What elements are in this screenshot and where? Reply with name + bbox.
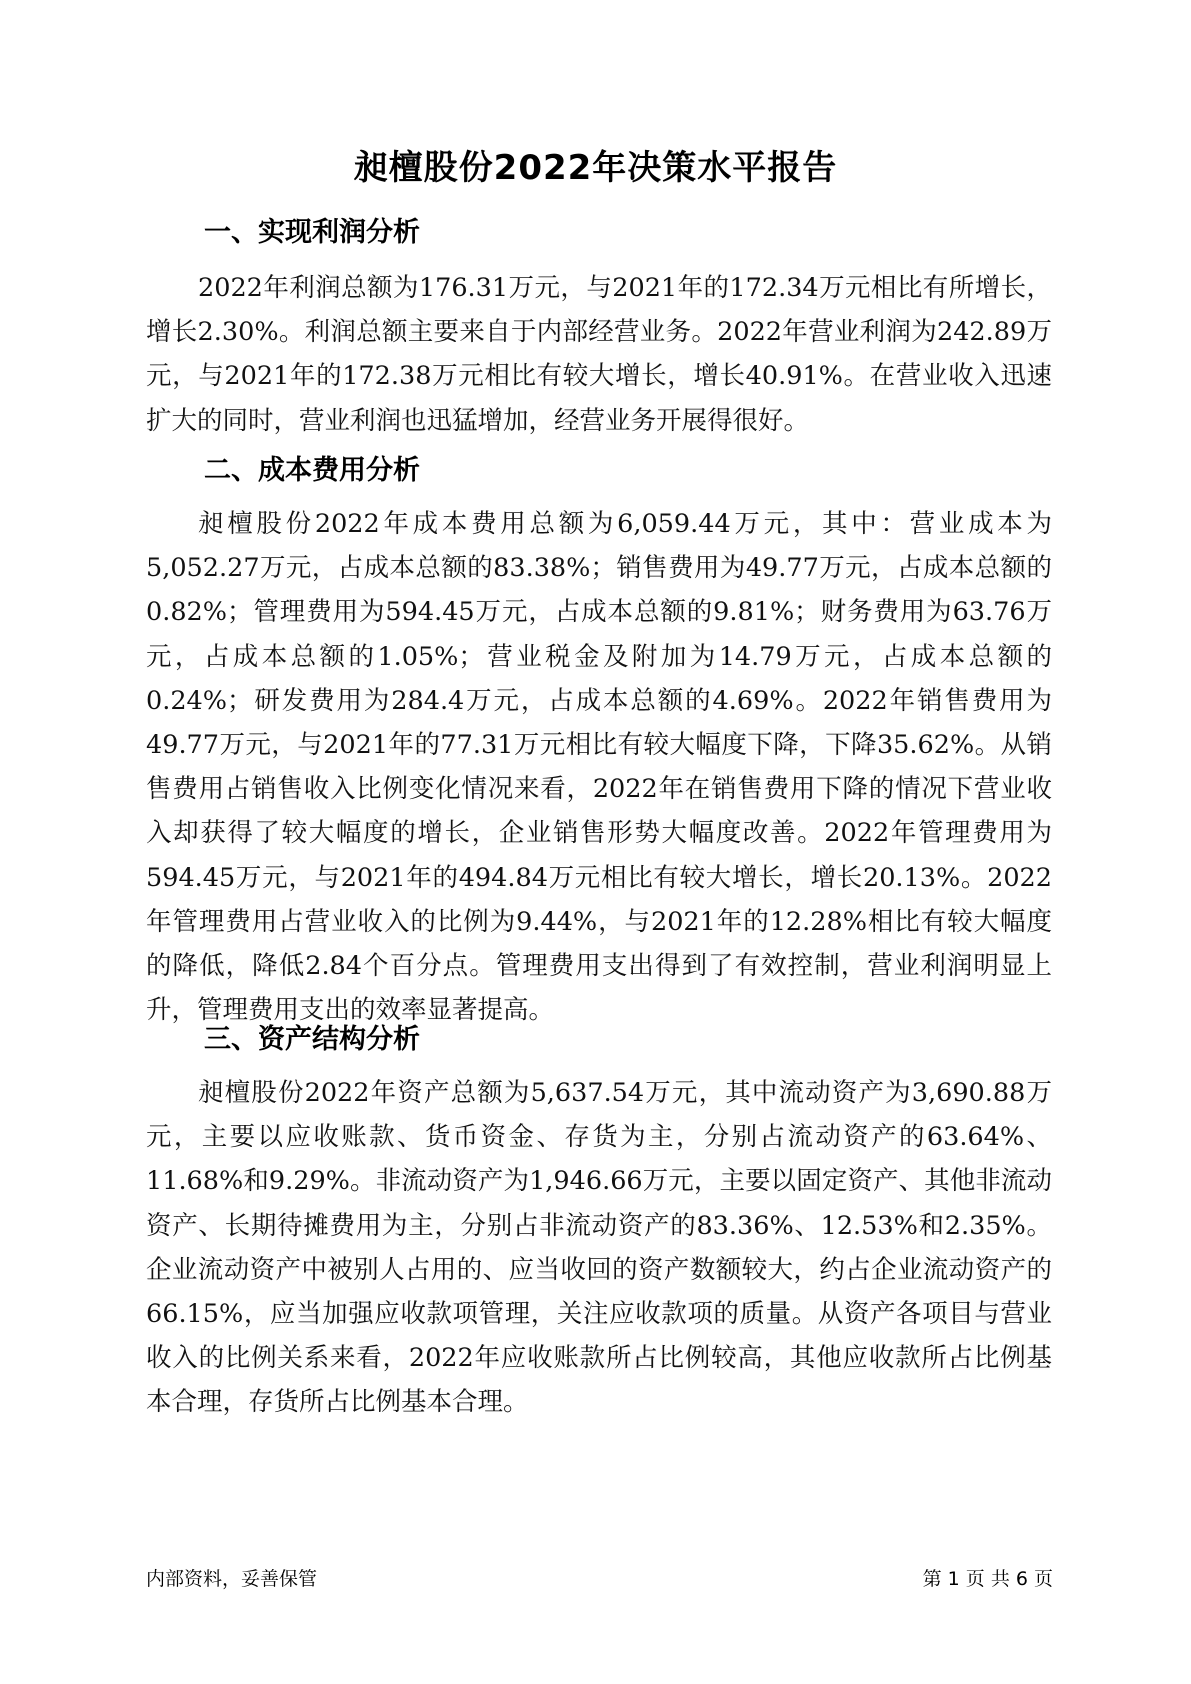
section-heading-cost: 二、成本费用分析: [204, 455, 420, 486]
page-title: 昶檀股份2022年决策水平报告: [353, 148, 838, 188]
section-body-cost: 昶檀股份2022年成本费用总额为6,059.44万元，其中：营业成本为5,052.27万元，占成本总额的83.38%；销售费用为49.77万元，占成本总额的0.82%；管理费用为594.45万元，占成本总额的9.81%；财务费用为63.76万元，占成本总额的1.05%；营业税金及附加为14.79万元，占成本总额的0.24%；研发费用为284.4万元，占成本总额的4.69%。2022年销售费用为49.77万元，与2021年的77.31万元相比有较大幅度下降，下降35.62%。从销售费用占销售收入比例变化情况来看，2022年在销售费用下降的情况下营业收入却获得了较大幅度的增长，企业销售形势大幅度改善。2022年管理费用为594.45万元，与2021年的494.84万元相比有较大增长，增长20.13%。2022年管理费用占营业收入的比例为9.44%，与2021年的12.28%相比有较大幅度的降低，降低2.84个百分点。管理费用支出得到了有效控制，营业利润明显上升，管理费用支出的效率显著提高。: [146, 509, 1052, 1026]
footer-confidential-note: 内部资料，妥善保管: [146, 1568, 318, 1590]
section-body-assets: 昶檀股份2022年资产总额为5,637.54万元，其中流动资产为3,690.88万元，主要以应收账款、货币资金、存货为主，分别占流动资产的63.64%、11.68%和9.29%。非流动资产为1,946.66万元，主要以固定资产、其他非流动资产、长期待摊费用为主，分别占非流动资产的83.36%、12.53%和2.35%。企业流动资产中被别人占用的、应当收回的资产数额较大，约占企业流动资产的66.15%，应当加强应收款项管理，关注应收款项的质量。从资产各项目与营业收入的比例关系来看，2022年应收账款所占比例较高，其他应收款所占比例基本合理，存货所占比例基本合理。: [146, 1078, 1052, 1418]
section-body-profit: 2022年利润总额为176.31万元，与2021年的172.34万元相比有所增长，增长2.30%。利润总额主要来自于内部经营业务。2022年营业利润为242.89万元，与2021年的172.38万元相比有较大增长，增长40.91%。在营业收入迅速扩大的同时，营业利润也迅猛增加，经营业务开展得很好。: [146, 273, 1052, 436]
footer-page-number: 第 1 页 共 6 页: [922, 1568, 1053, 1590]
section-heading-profit: 一、实现利润分析: [204, 217, 420, 248]
section-heading-assets: 三、资产结构分析: [204, 1024, 420, 1055]
